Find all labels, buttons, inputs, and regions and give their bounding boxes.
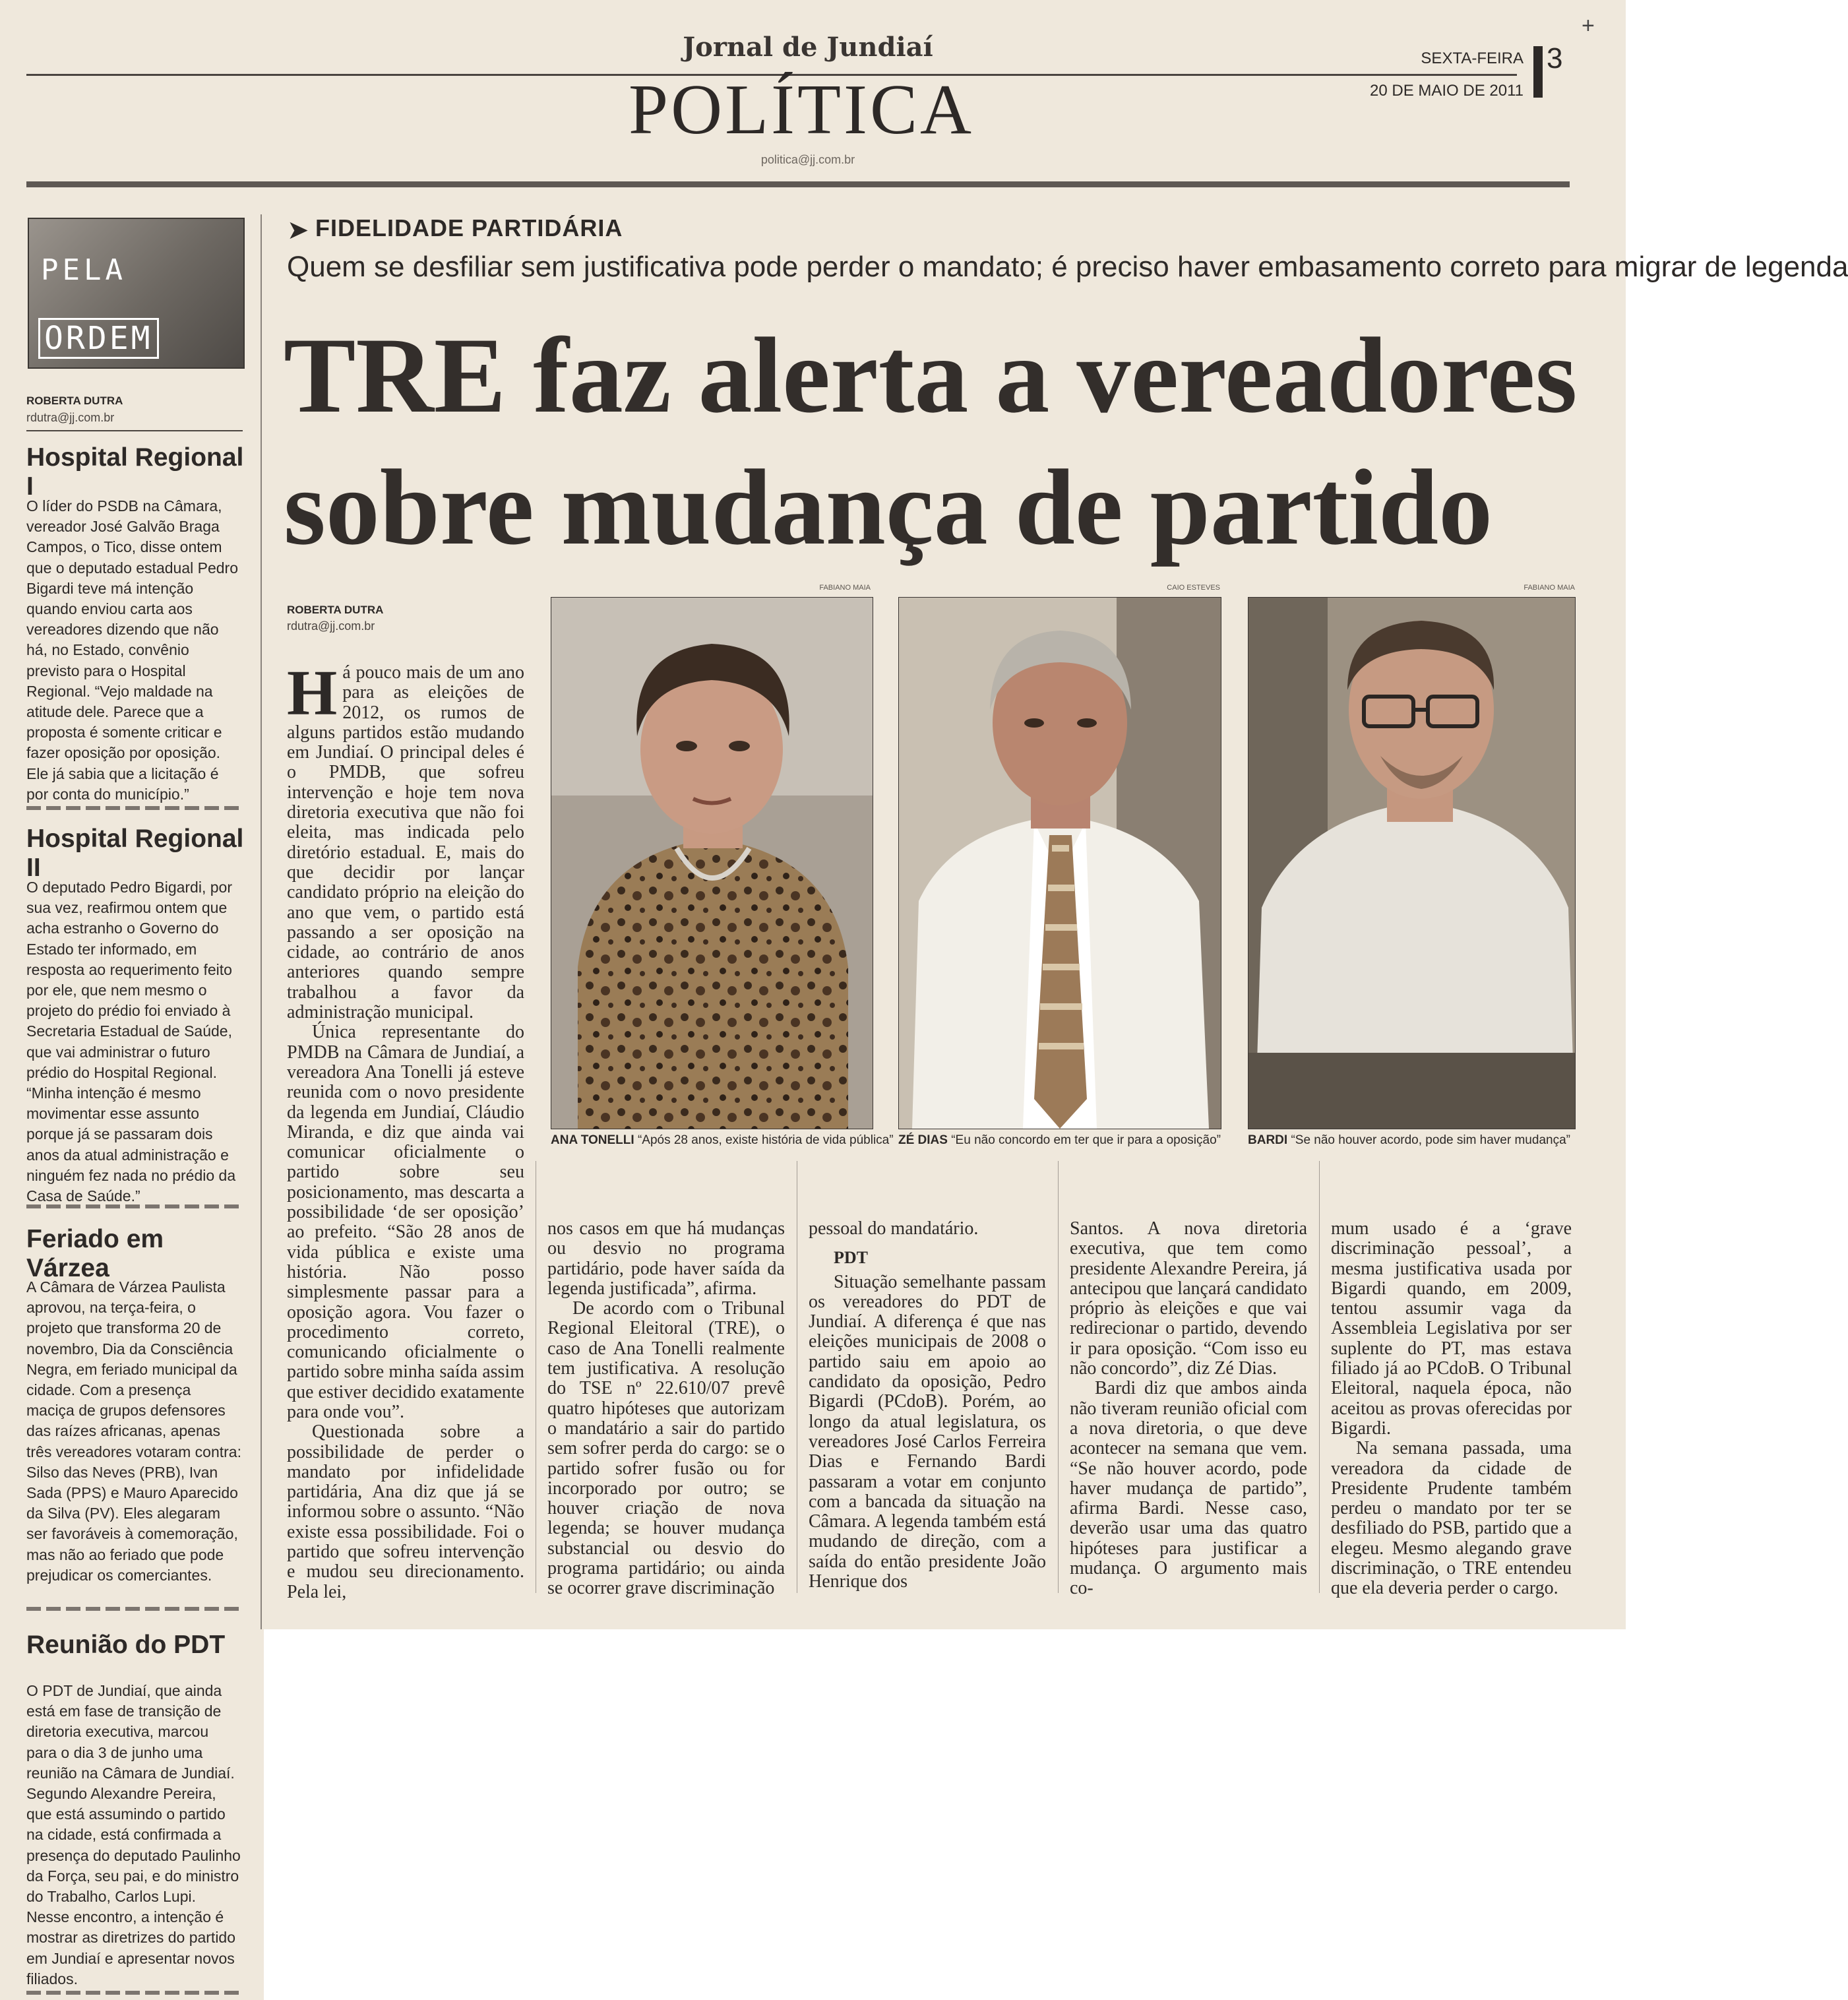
article-paragraph: Única representante do PMDB na Câmara de Jundiaí, a vereadora Ana Tonelli já esteve reunida com o novo presidente da legenda em Jundiaí, Cláudio Miranda, e diz que ainda vai comunicar oficialmente o partido sobre seu posicionamento, mas descarta a possibilidade ‘de ser oposição’ ao prefeito. “São 28 anos de vida pública e existe uma história. Não posso simplesmente passar para a oposição agora. Vou fazer o procedimento correto, comunicando oficialmente o partido sobre minha saída assim que estiver decidido exatamente para onde vou”. [287,1022,524,1422]
photo-ana-tonelli [551,597,873,1129]
kicker-arrow-icon: ➤ [287,215,309,245]
dropcap: H [287,658,338,729]
note-body: O líder do PSDB na Câmara, vereador José Galvão Braga Campos, o Tico, disse ontem que o deputado estadual Pedro Bigardi teve má intenção quando enviou carta aos vereadores dizendo que não há, no Estado, convênio previsto para o Hospital Regional. “Vejo maldade na atitude dele. Parece que a proposta é somente criticar e fazer oposição por oposição. Ele já sabia que a licitação é por conta do município.” [26,497,238,803]
caption-name: ZÉ DIAS [898,1133,948,1147]
photo-caption [551,1133,894,1148]
note-title: Feriado em Várzea [26,1225,164,1282]
article-paragraph: Santos. A nova diretoria executiva, que tem como presidente Alexandre Pereira, já antecipou que lançará candidato próprio às eleições e que vai redirecionar o partido, devendo ir para oposição. “Com isso eu não concordo”, diz Zé Dias. [1070,1218,1307,1379]
photo-ze-dias [898,597,1221,1129]
photo-bardi [1248,597,1576,1129]
caption-name: BARDI [1248,1133,1288,1147]
article-paragraph: á pouco mais de um ano para as eleições de 2012, os rumos de alguns partidos estão mudando em Jundiaí. O principal deles é o PMDB, que sofreu intervenção e hoje tem nova diretoria executiva que não foi eleita, mas indicada pelo diretório estadual. E, mais do que decidir por lançar candidato próprio na eleição do ano que vem, o partido está passando a ser oposição na cidade, ao contrário de anos anteriores quando sempre trabalhou a favor da administração municipal. [287,662,524,1023]
section-rule [26,181,1570,187]
sidebar-divider [26,806,243,810]
note-title: Hospital Regional I [26,443,244,501]
column-author: ROBERTA DUTRA [26,394,123,407]
column-rule [1319,1161,1320,1593]
article-paragraph: Na semana passada, uma vereadora da cidade de Presidente Prudente também perdeu o mandato por ter se desfiliado do PSB, partido que a elegeu. Mesmo alegando grave discriminação, o TRE entendeu que ela deveria perder o cargo. [1331,1438,1572,1599]
portrait-ana-tonelli [551,598,873,1129]
note-title: Reunião do PDT [26,1631,226,1659]
sidebar-divider [26,1991,243,1995]
photo-caption [898,1133,1221,1148]
pela-ordem-logo [28,218,245,369]
page-number-bar [1533,46,1543,98]
note-body: A Câmara de Várzea Paulista aprovou, na terça-feira, o projeto que transforma 20 de novembro, Dia da Consciência Negra, em feriado municipal da cidade. Com a presença maciça de grupos defensores das raízes africanas, apenas três vereadores votaram contra: Silso das Neves (PRB), Ivan Sada (PPS) e Mauro Aparecido da Silva (PV). Eles alegaram ser favoráveis à comemoração, mas não ao feriado que pode prejudicar os comerciantes. [26,1278,241,1584]
portrait-bardi [1248,598,1575,1129]
weekday: SEXTA-FEIRA [1421,49,1524,67]
kicker: FIDELIDADE PARTIDÁRIA [315,214,623,241]
subheadline: Quem se desfiliar sem justificativa pode perder o mandato; é preciso haver embasamento correto para migrar de legenda [287,251,1848,283]
note-title: Hospital Regional II [26,825,244,882]
caption-quote: “Após 28 anos, existe história de vida pública” [637,1133,894,1147]
caption-quote: “Eu não concordo em ter que ir para a oposição” [951,1133,1221,1147]
sidebar-rule [26,430,243,431]
headline-line-1: TRE faz alerta a vereadores [284,316,1578,435]
sidebar-divider [26,1607,243,1611]
article-paragraph: nos casos em que há mudanças ou desvio no programa partidário, pode haver saída da legenda justificada”, afirma. [547,1218,785,1299]
issue-date: 20 DE MAIO DE 2011 [1370,82,1524,100]
article-column-4 [1070,1219,1307,1599]
headline [284,310,1583,574]
logo-line-ordem: ORDEM [38,318,159,359]
paper-name: Jornal de Jundiaí [683,32,933,63]
photo-credit: FABIANO MAIA [1524,584,1575,592]
sidebar-divider [26,1204,243,1208]
sidebar-continuation [0,1629,264,2000]
article-author: ROBERTA DUTRA [287,604,384,616]
photo-credit: CAIO ESTEVES [1167,584,1220,592]
registration-mark: + [1582,13,1595,38]
caption-name: ANA TONELLI [551,1133,634,1147]
section-email: politica@jj.com.br [760,153,855,166]
article-column-1 [287,658,524,1602]
portrait-ze-dias [899,598,1221,1129]
article-column-3 [809,1219,1046,1592]
article-paragraph: mum usado é a ‘grave discriminação pessoal’, a mesma justificativa usada por Bigardi quando, em 2009, tentou assumir vaga da Assembleia Legislativa por ser suplente do PT, mas estava filiado já ao PCdoB. O Tribunal Eleitoral, naquela época, não aceitou as provas oferecidas por Bigardi. [1331,1218,1572,1439]
column-rule [1058,1161,1059,1593]
headline-line-2: sobre mudança de partido [284,448,1493,567]
note-body: O PDT de Jundiaí, que ainda está em fase de transição de diretoria executiva, marcou para o dia 3 de junho uma reunião na Câmara de Jundiaí. Segundo Alexandre Pereira, que está assumindo o partido na cidade, está confirmada a presença do deputado Paulinho da Força, seu pai, e do ministro do Trabalho, Carlos Lupi. Nesse encontro, a intenção é mostrar as diretrizes do partido em Jundiaí e apresentar novos filiados. [26,1682,241,1987]
article-author-email: rdutra@jj.com.br [287,619,375,633]
article-column-2 [547,1219,785,1599]
article-byline [287,604,383,633]
article-column-5 [1331,1219,1572,1599]
article-paragraph: pessoal do mandatário. [809,1218,979,1239]
column-author-email: rdutra@jj.com.br [26,411,115,424]
logo-line-pela: PELA [41,253,127,287]
section-title: POLÍTICA [629,71,974,149]
article-paragraph: Situação semelhante passam os vereadores do PDT de Jundiaí. A diferença é que nas eleições municipais de 2008 o partido saiu em apoio ao candidato da oposição, Pedro Bigardi (PCdoB). Porém, ao longo da atual legislatura, os vereadores José Carlos Ferreira Dias e Fernando Bardi passaram a votar em conjunto com a bancada da situação na Câmara. A legenda também está mudando de direção, com a saída do então presidente João Henrique dos [809,1271,1046,1592]
caption-quote: “Se não houver acordo, pode sim haver mudança” [1291,1133,1570,1147]
article-paragraph: Questionada sobre a possibilidade de perder o mandato por infidelidade partidária, Ana diz que já se informou sobre o assunto. “Não existe essa possibilidade. Foi o partido que sofreu intervenção e mudou seu direcionamento. Pela lei, [287,1422,524,1602]
article-paragraph: De acordo com o Tribunal Regional Eleitoral (TRE), o caso de Ana Tonelli realmente tem justificativa. A resolução do TSE nº 22.610/07 prevê quatro hipóteses que autorizam o mandatário a sair do partido sem sofrer perda do cargo: se o partido sofrer fusão ou for incorporado por outro; se houver criação de nova legenda; se houver mudança substancial ou desvio do programa partidário; ou ainda se ocorrer grave discriminação [547,1298,785,1599]
page-number: 3 [1547,42,1563,75]
article-paragraph: Bardi diz que ambos ainda não tiveram reunião oficial com a nova diretoria, o que deve acontecer na semana que vem. “Se não houver acordo, pode haver mudança de partido”, afirma Bardi. Nesse caso, deverão usar uma das quatro hipóteses para justificar a mudança. O argumento mais co- [1070,1378,1307,1599]
article-subhead: PDT [834,1248,868,1268]
photo-caption [1248,1133,1570,1148]
note-body: O deputado Pedro Bigardi, por sua vez, reafirmou ontem que acha estranho o Governo do Estado ter informado, em resposta ao requerimento feito por ele, que nem mesmo o projeto do prédio foi enviado à Secretaria Estadual de Saúde, que vai administrar o futuro prédio do Hospital Regional. “Minha intenção é mesmo movimentar esse assunto porque já se passaram dois anos da atual administração e ninguém fez nada no prédio da Casa de Saúde.” [26,879,236,1205]
photo-credit: FABIANO MAIA [819,584,871,592]
